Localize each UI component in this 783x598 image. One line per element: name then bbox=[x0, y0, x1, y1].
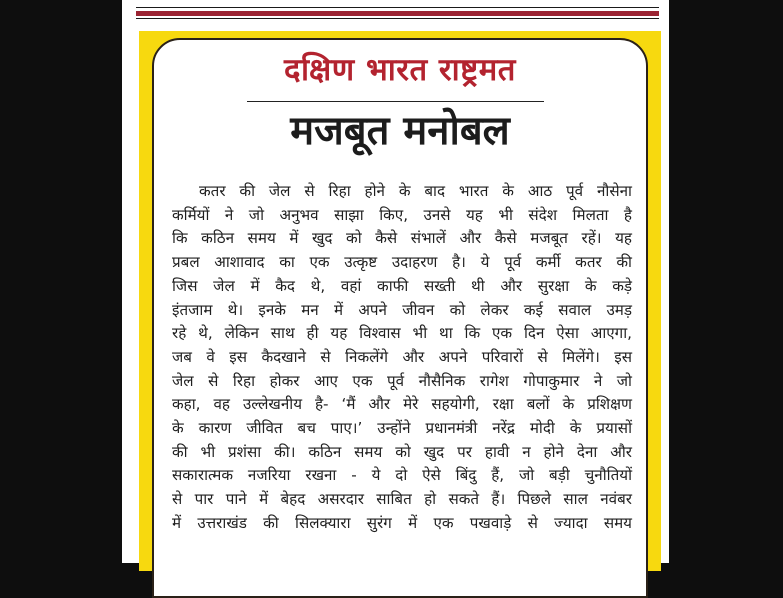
body-line: के कारण जीवित बच पाए।’ उन्होंने प्रधानमंत्री नरेंद्र मोदी के प्रयासों bbox=[172, 419, 632, 438]
body-line: सकारात्मक नजरिया रखना - ये दो ऐसे बिंदु हैं, जो बड़ी चुनौतियों bbox=[172, 466, 632, 485]
newspaper-page bbox=[122, 0, 669, 563]
body-line: कतर की जेल से रिहा होने के बाद भारत के आठ पूर्व नौसेना bbox=[199, 182, 632, 200]
red-divider-bar bbox=[136, 11, 659, 16]
masthead-underline bbox=[247, 101, 544, 102]
article-body bbox=[172, 180, 632, 536]
body-line: कहा, वह उल्लेखनीय है- ‘मैं और मेरे सहयोगी, रक्षा बलों के प्रशिक्षण bbox=[172, 395, 632, 414]
editorial-box bbox=[152, 38, 648, 598]
body-line: जब वे इस कैदखाने से निकलेंगे और अपने परिवारों से मिलेंगे। इस bbox=[172, 347, 632, 366]
editorial-frame bbox=[139, 31, 661, 571]
body-line: जेल से रिहा होकर आए एक पूर्व नौसैनिक रागेश गोपाकुमार ने जो bbox=[172, 371, 632, 390]
body-line: की भी प्रशंसा की। कठिन समय को खुद पर हावी न होने देना और bbox=[172, 442, 632, 461]
body-line: कर्मियों ने जो अनुभव साझा किए, उनसे यह भी संदेश मिलता है bbox=[172, 205, 632, 224]
masthead-title: दक्षिण भारत राष्ट्रमत bbox=[284, 52, 516, 88]
body-line: से पार पाने में बेहद असरदार साबित हो सकते हैं। पिछले साल नवंबर bbox=[172, 490, 632, 509]
body-line: प्रबल आशावाद का एक उत्कृष्ट उदाहरण है। ये पूर्व कर्मी कतर की bbox=[172, 253, 632, 272]
body-line: इंतजाम थे। इनके मन में अपने जीवन को लेकर कई सवाल उमड़ bbox=[172, 300, 632, 319]
body-line: कि कठिन समय में खुद को कैसे संभालें और कैसे मजबूत रहें। यह bbox=[172, 229, 632, 248]
bottom-divider-line bbox=[136, 18, 659, 19]
top-divider-line bbox=[136, 7, 659, 8]
article-headline: मजबूत मनोबल bbox=[290, 108, 510, 154]
body-line: जिस जेल में कैद थे, वहां काफी सख्ती थी और सुरक्षा के कड़े bbox=[172, 276, 632, 295]
body-line: रहे थे, लेकिन साथ ही यह विश्वास भी था कि एक दिन ऐसा आएगा, bbox=[172, 324, 632, 343]
body-line: में उत्तराखंड की सिलक्यारा सुरंग में एक पखवाड़े से ज्यादा समय bbox=[172, 513, 632, 532]
